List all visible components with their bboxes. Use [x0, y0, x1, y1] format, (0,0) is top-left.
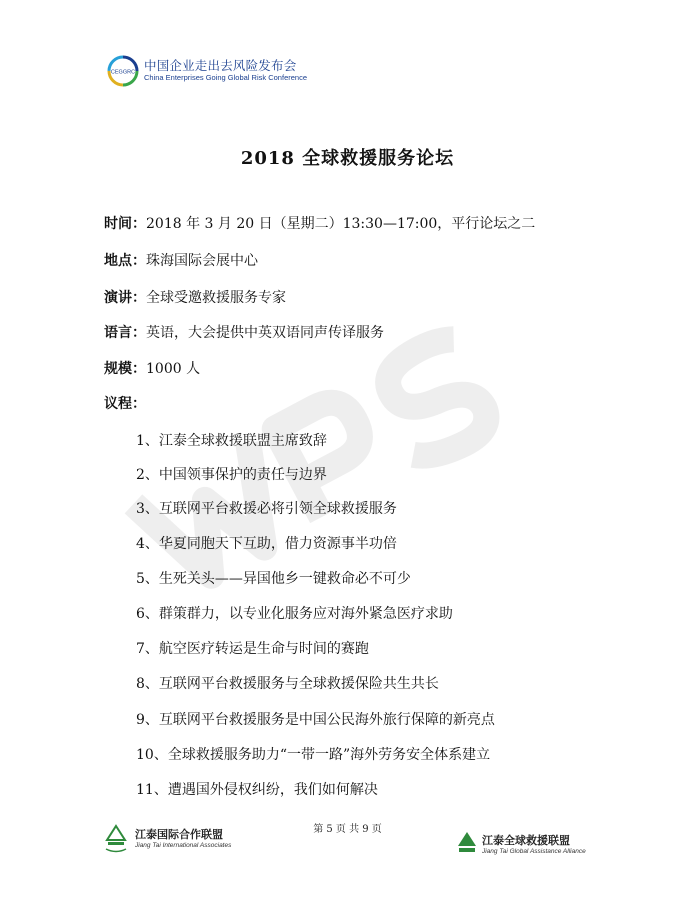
- agenda-item: 6、群策群力，以专业化服务应对海外紧急医疗求助: [136, 606, 453, 622]
- agenda-item: 10、全球救援服务助力“一带一路”海外劳务安全体系建立: [136, 747, 491, 763]
- wps-watermark: [110, 300, 530, 600]
- info-scale-label: 规模：: [104, 361, 146, 377]
- info-location-value: 珠海国际会展中心: [146, 253, 258, 269]
- jiangtai-alliance-emblem-icon: [456, 830, 478, 856]
- info-scale-value: 1000 人: [146, 361, 201, 377]
- agenda-item: 1、江泰全球救援联盟主席致辞: [136, 433, 327, 449]
- info-time-value: 2018 年 3 月 20 日（星期二）13:30—17:00，平行论坛之二: [146, 216, 536, 232]
- conference-name-en: China Enterprises Going Global Risk Conference: [144, 73, 307, 82]
- conference-logo-abbr: CEGGRC: [110, 69, 136, 76]
- info-language: [104, 322, 384, 342]
- info-language-value: 英语，大会提供中英双语同声传译服务: [146, 325, 384, 341]
- conference-name-cn: 中国企业走出去风险发布会: [144, 58, 297, 73]
- agenda-heading: [104, 393, 146, 413]
- footer-left-name-cn: 江泰国际合作联盟: [135, 828, 223, 841]
- footer-right-name-en: Jiang Tai Global Assistance Alliance: [482, 848, 586, 855]
- agenda-item: 7、航空医疗转运是生命与时间的赛跑: [136, 641, 369, 657]
- info-speakers: [104, 287, 286, 307]
- agenda-item: 5、生死关头——异国他乡一键救命必不可少: [136, 571, 411, 587]
- agenda-item: 9、互联网平台救援服务是中国公民海外旅行保障的新亮点: [136, 712, 495, 728]
- info-language-label: 语言：: [104, 325, 146, 341]
- footer-left-name-en: Jiang Tai International Associates: [135, 842, 232, 849]
- info-time-label: 时间：: [104, 216, 146, 232]
- footer-logo-right: [456, 828, 606, 862]
- info-time: [104, 213, 535, 233]
- info-location-label: 地点：: [104, 253, 146, 269]
- footer-right-name-cn: 江泰全球救援联盟: [482, 834, 570, 847]
- info-scale: [104, 358, 200, 378]
- agenda-item: 3、互联网平台救援必将引领全球救援服务: [136, 501, 397, 517]
- conference-logo: [106, 52, 356, 92]
- agenda-item: 2、中国领事保护的责任与边界: [136, 467, 327, 483]
- agenda-item: 4、华夏同胞天下互助，借力资源事半功倍: [136, 536, 397, 552]
- info-location: [104, 250, 258, 270]
- agenda-item: 11、遭遇国外侵权纠纷，我们如何解决: [136, 782, 378, 798]
- document-title: 2018 全球救援服务论坛: [240, 148, 455, 169]
- page-number: 第 5 页 共 9 页: [313, 824, 382, 835]
- conference-ring-icon: [106, 54, 140, 88]
- agenda-item: 8、互联网平台救援服务与全球救援保险共生共长: [136, 676, 439, 692]
- agenda-label: 议程：: [104, 396, 146, 412]
- info-speakers-value: 全球受邀救援服务专家: [146, 290, 286, 306]
- info-speakers-label: 演讲：: [104, 290, 146, 306]
